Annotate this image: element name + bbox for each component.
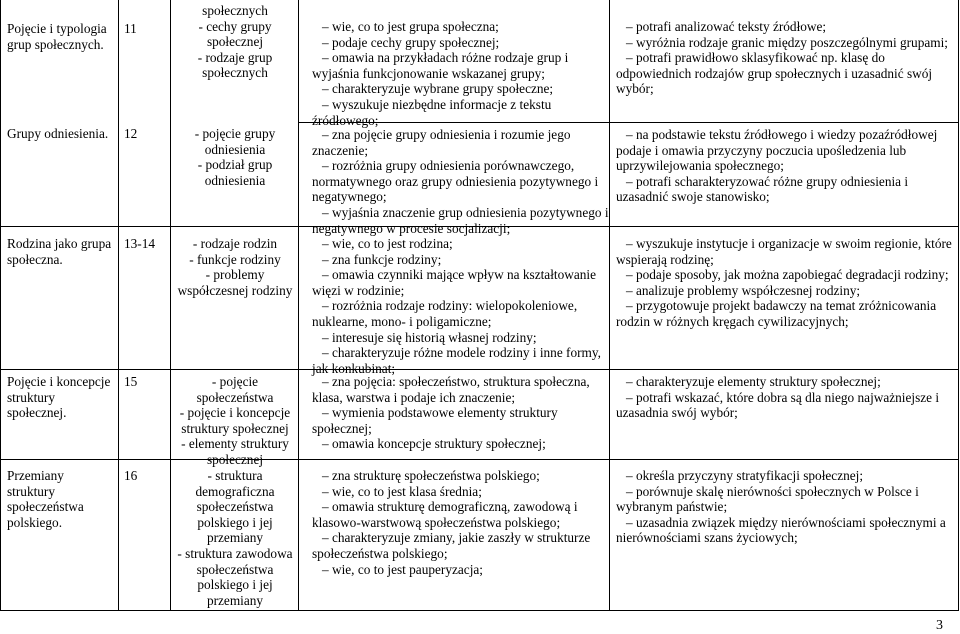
- basic-requirements-cell: – zna pojęcia: społeczeństwo, struktura społeczna, klasa, warstwa i podaje ich znaczenie; – wymienia podstawowe elementy struktury społecznej; – omawia koncepcje struktury społecznej;: [312, 374, 590, 452]
- dash-marker: –: [322, 34, 329, 50]
- dash-marker: –: [322, 158, 329, 174]
- topic-cell: Grupy odniesienia.: [7, 126, 109, 141]
- basic-requirements-cell: – zna strukturę społeczeństwa polskiego; – wie, co to jest klasa średnia; – omawia strukturę demograficzną, zawodową i klasowo-warstwową społeczeństwa polskiego; – charakteryzuje zmiany, jakie zaszły w strukturze społeczeństwa polskiego; – wie, co to jest pauperyzacja;: [312, 468, 591, 577]
- dash-marker: –: [322, 204, 329, 220]
- row-divider: [0, 459, 959, 460]
- hours-cell: 16: [124, 468, 138, 483]
- dash-marker: –: [626, 50, 633, 66]
- extended-requirements-cell: – określa przyczyny stratyfikacji społecznej; – porównuje skalę nierówności społecznych w Polsce i wybranym państwie; – uzasadnia związek między nierównościami społecznymi a nierównościami szans życiowych;: [616, 468, 946, 546]
- content-cell: - pojęcie grupy odniesienia - podział grup odniesienia: [194, 126, 276, 188]
- extended-requirements-cell: – wyszukuje instytucje i organizacje w swoim regionie, które wspierają rodzinę; – podaje sposoby, jak można zapobiegać degradacji rodziny; – analizuje problemy współczesnej rodziny; – przygotowuje projekt badawczy na temat zróżnicowania rodzin w różnych kręgach cywilizacyjnych;: [616, 236, 952, 329]
- dash-marker: –: [322, 499, 329, 515]
- dash-marker: –: [322, 405, 329, 421]
- dash-marker: –: [322, 468, 329, 483]
- dash-marker: –: [626, 19, 633, 34]
- dash-marker: –: [626, 514, 633, 530]
- dash-marker: –: [322, 329, 329, 345]
- dash-marker: –: [626, 468, 633, 483]
- dash-marker: –: [322, 19, 329, 34]
- dash-marker: –: [322, 298, 329, 314]
- dash-marker: –: [322, 81, 329, 97]
- dash-marker: –: [626, 389, 633, 405]
- topic-cell: Rodzina jako grupa społeczna.: [7, 236, 112, 267]
- dash-marker: –: [626, 282, 633, 298]
- table-border-left: [0, 0, 1, 611]
- basic-requirements-cell: – wie, co to jest rodzina; – zna funkcje rodziny; – omawia czynniki mające wpływ na kształtowanie więzi w rodzinie; – rozróżnia rodzaje rodziny: wielopokoleniowe, nuklearne, mono- i poligamiczne; – interesuje się historią własnej rodziny; – charakteryzuje różne modele rodziny i inne formy, jak konkubinat;: [312, 236, 602, 376]
- dash-marker: –: [322, 436, 329, 452]
- table-border-right: [958, 0, 959, 611]
- hours-cell: 15: [124, 374, 138, 389]
- topic-cell: Pojęcie i koncepcje struktury społecznej.: [7, 374, 111, 421]
- content-cell: - pojęcie społeczeństwa - pojęcie i koncepcje struktury społecznej - elementy struktury społecznej: [179, 374, 291, 467]
- dash-marker: –: [626, 483, 633, 499]
- dash-marker: –: [626, 236, 633, 251]
- dash-marker: –: [626, 127, 633, 142]
- dash-marker: –: [322, 236, 329, 251]
- basic-requirements-cell: – wie, co to jest grupa społeczna; – podaje cechy grupy społecznej; – omawia na przykładach różne rodzaje grup i wyjaśnia funkcjonowanie wskazanej grupy; – charakteryzuje wybrane grupy społeczne; – wyszukuje niezbędne informacje z tekstu źródłowego;: [312, 19, 569, 128]
- dash-marker: –: [322, 345, 329, 361]
- dash-marker: –: [626, 298, 633, 314]
- content-cell: - rodzaje rodzin - funkcje rodziny - problemy współczesnej rodziny: [177, 236, 293, 298]
- dash-marker: –: [322, 50, 329, 66]
- column-divider: [298, 0, 299, 611]
- hours-cell: 13-14: [124, 236, 156, 251]
- dash-marker: –: [322, 96, 329, 112]
- topic-cell: Pojęcie i typologia grup społecznych.: [7, 21, 107, 52]
- extended-requirements-cell: – na podstawie tekstu źródłowego i wiedzy pozaźródłowej podaje i omawia przyczyny poczucia upośledzenia lub uprzywilejowania społecznego; – potrafi scharakteryzować różne grupy odniesienia i uzasadnić swoje stanowisko;: [616, 127, 938, 205]
- page-number: 3: [936, 618, 943, 633]
- dash-marker: –: [626, 34, 633, 50]
- dash-marker: –: [322, 374, 329, 389]
- column-divider: [170, 0, 171, 611]
- dash-marker: –: [626, 267, 633, 283]
- dash-marker: –: [322, 251, 329, 267]
- extended-requirements-cell: – charakteryzuje elementy struktury społecznej; – potrafi wskazać, które dobra są dla niego najważniejsze i uzasadnia swój wybór;: [616, 374, 940, 421]
- dash-marker: –: [626, 173, 633, 189]
- dash-marker: –: [322, 483, 329, 499]
- column-divider: [609, 0, 610, 611]
- topic-cell: Przemiany struktury społeczeństwa polskiego.: [7, 468, 84, 530]
- hours-cell: 12: [124, 126, 138, 141]
- basic-requirements-cell: – zna pojęcie grupy odniesienia i rozumie jego znaczenie; – rozróżnia grupy odniesienia porównawczego, normatywnego oraz grupy odniesienia pozytywnego i negatywnego; – wyjaśnia znaczenie grup odniesienia pozytywnego i negatywnego w procesie socjalizacji;: [312, 127, 609, 236]
- column-divider: [118, 0, 119, 611]
- dash-marker: –: [322, 561, 329, 577]
- dash-marker: –: [322, 127, 329, 142]
- hours-cell: 11: [124, 21, 137, 36]
- content-cell: - struktura demograficzna społeczeństwa polskiego i jej przemiany - struktura zawodowa społeczeństwa polskiego i jej przemiany: [177, 468, 293, 608]
- extended-requirements-cell: – potrafi analizować teksty źródłowe; – wyróżnia rodzaje granic między poszczególnymi grupami; – potrafi prawidłowo sklasyfikować np. klasę do odpowiednich rodzajów grup społecznych i uzasadnić swój wybór;: [616, 19, 948, 97]
- dash-marker: –: [322, 267, 329, 283]
- content-cell: społecznych - cechy grupy społecznej - rodzaje grup społecznych: [197, 3, 273, 81]
- dash-marker: –: [626, 374, 633, 389]
- dash-marker: –: [322, 530, 329, 546]
- table-border-bottom: [0, 610, 959, 611]
